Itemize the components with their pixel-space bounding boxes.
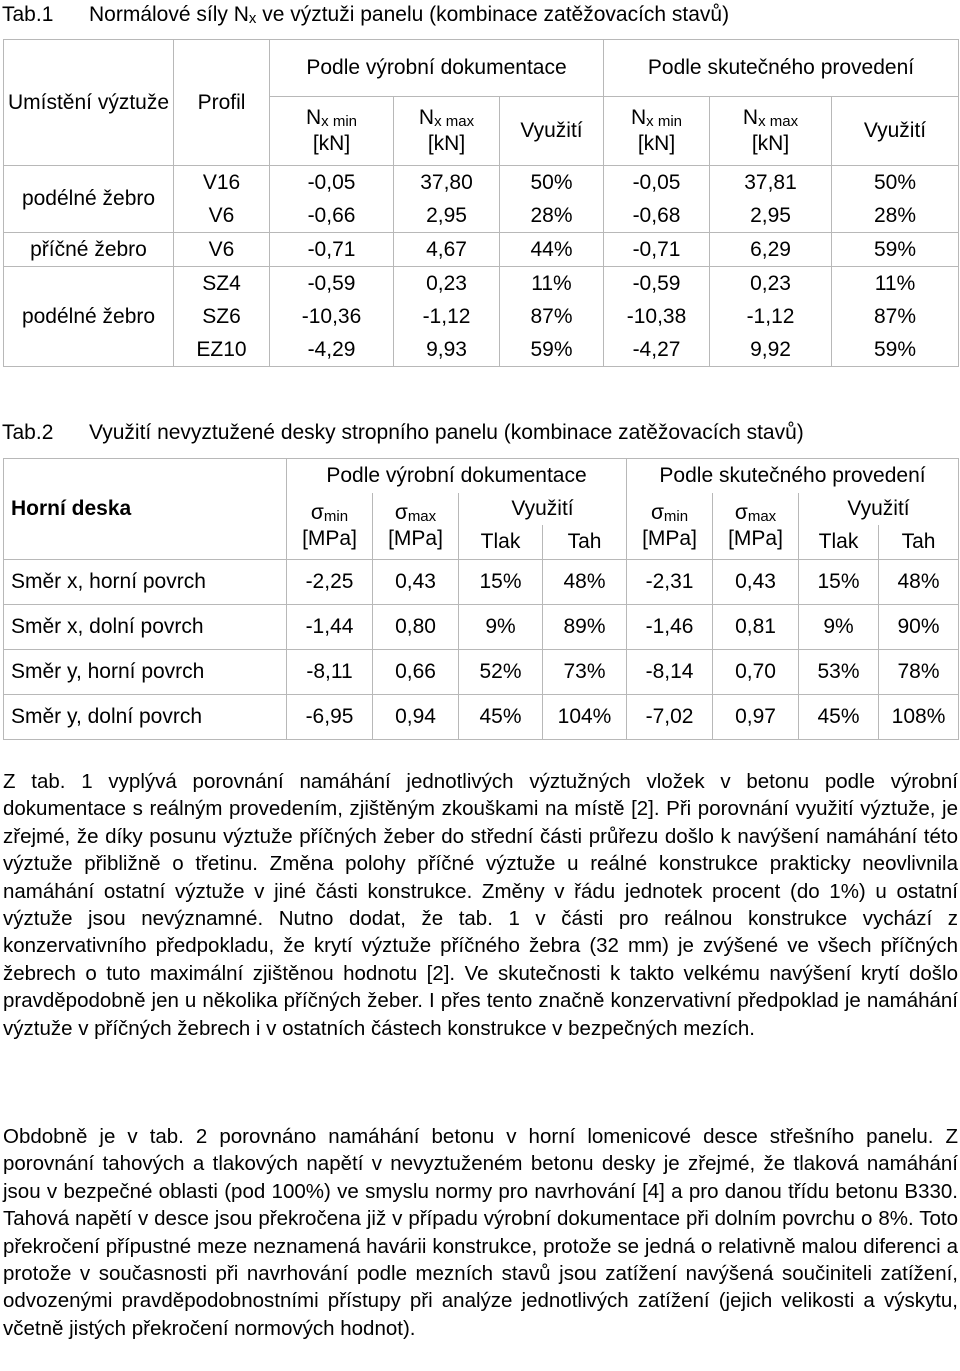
value-cell: 28% — [832, 199, 959, 233]
value-cell: -4,29 — [270, 333, 394, 367]
profile-cell: SZ6 — [174, 300, 270, 333]
value-cell: 2,95 — [394, 199, 500, 233]
tab2-header-tension-2: Tah — [879, 525, 959, 560]
value-cell: 48% — [543, 560, 627, 605]
tab1-header-nmax-1: $N_{x max}$ [kN] — [394, 97, 500, 166]
tab2-header-sigma-min-2: $\sigma_{min}$ [MPa] — [627, 493, 713, 560]
table-row — [4, 166, 959, 200]
value-cell: 59% — [832, 233, 959, 267]
tab2-header-util-2: Využití — [799, 493, 959, 525]
profile-cell: V6 — [174, 233, 270, 267]
tab2-header-sigma-min-1: $\sigma_{min}$ [MPa] — [287, 493, 373, 560]
value-cell: -2,31 — [627, 560, 713, 605]
value-cell: 50% — [832, 166, 959, 200]
paragraph: Z tab. 1 vyplývá porovnání namáhání jednotlivých výztužných vložek v betonu podle výrobní dokumentace s reálným provedením, zjištěným zkouškami na místě [2]. Při porovnání využití výztuže, je zřejmé, že díky posunu výztuže příčných žeber do střední části průřezu došlo k navýšení namáhání této výztuže přibližně o třetinu. Změna polohy příčné výztuže u reálné konstrukce prakticky neovlivnila namáhání ostatní výztuže v jiné části konstrukce. Změny v řádu jednotek procent (do 1%) u ostatní výztuže jsou nevýznamné. Nutno dodat, že tab. 1 v části pro reálnou konstrukce vychází z konzervativního předpokladu, že krytí výztuže příčného žebra (32 mm) je zvýšené ve všech příčných žebrech o tuto maximální zjištěnou hodnotu [2]. Ve skutečnosti k takto velkému navýšení krytí došlo pravděpodobně jen u několika příčných žeber. I přes tento značně konzervativní předpoklad je namáhání výztuže v příčných žebrech i v ostatních částech konstrukce v bezpečných mezích. — [3, 770, 958, 1040]
value-cell: 52% — [459, 650, 543, 695]
value-cell: 9% — [799, 605, 879, 650]
tab1-header-placement: Umístění výztuže — [4, 40, 174, 166]
tab1-header-util-1: Využití — [500, 97, 604, 166]
tab1-header-nmax-2: $N_{x max}$ [kN] — [710, 97, 832, 166]
value-cell: 15% — [799, 560, 879, 605]
row-label: příčné žebro — [4, 233, 174, 267]
value-cell: -1,46 — [627, 605, 713, 650]
value-cell: 11% — [500, 267, 604, 301]
table-row — [4, 605, 959, 650]
tab2-header-tension-1: Tah — [543, 525, 627, 560]
tab2-header-sigma-max-1: $\sigma_{max}$ [MPa] — [373, 493, 459, 560]
table-row — [4, 695, 959, 740]
value-cell: 104% — [543, 695, 627, 740]
value-cell: 45% — [799, 695, 879, 740]
value-cell: 59% — [832, 333, 959, 367]
row-label: Směr x, horní povrch — [4, 560, 287, 605]
tab2-caption — [2, 421, 804, 445]
value-cell: -8,14 — [627, 650, 713, 695]
value-cell: 0,70 — [713, 650, 799, 695]
tab1-header-group2: Podle skutečného provedení — [604, 40, 959, 97]
value-cell: 59% — [500, 333, 604, 367]
value-cell: 37,80 — [394, 166, 500, 200]
value-cell: -4,27 — [604, 333, 710, 367]
value-cell: 9,92 — [710, 333, 832, 367]
tab2-header-top-deck: Horní deska — [4, 459, 287, 560]
profile-cell: V16 — [174, 166, 270, 200]
value-cell: -0,59 — [270, 267, 394, 301]
value-cell: 0,66 — [373, 650, 459, 695]
row-label: Směr y, dolní povrch — [4, 695, 287, 740]
value-cell: 87% — [832, 300, 959, 333]
table-row — [4, 267, 959, 301]
value-cell: 50% — [500, 166, 604, 200]
value-cell: 53% — [799, 650, 879, 695]
tab1-header-nmin-2: $N_{x min}$ [kN] — [604, 97, 710, 166]
value-cell: 9% — [459, 605, 543, 650]
value-cell: 90% — [879, 605, 959, 650]
tab1-caption — [2, 3, 730, 27]
table-row — [4, 650, 959, 695]
value-cell: 0,80 — [373, 605, 459, 650]
value-cell: -0,71 — [604, 233, 710, 267]
value-cell: 45% — [459, 695, 543, 740]
value-cell: 44% — [500, 233, 604, 267]
row-label: podélné žebro — [4, 166, 174, 233]
tab2-header-sigma-max-2: $\sigma_{max}$ [MPa] — [713, 493, 799, 560]
value-cell: -1,44 — [287, 605, 373, 650]
tab1-title: Normálové síly $N_x$ ve výztuži panelu (kombinace zatěžovacích stavů) — [89, 3, 730, 27]
tab2-number: Tab.2 — [2, 421, 54, 444]
tab1-header-nmin-1: $N_{x min}$ [kN] — [270, 97, 394, 166]
value-cell: 4,67 — [394, 233, 500, 267]
tab2-header-group1: Podle výrobní dokumentace — [287, 459, 627, 494]
value-cell: 11% — [832, 267, 959, 301]
value-cell: 6,29 — [710, 233, 832, 267]
value-cell: 2,95 — [710, 199, 832, 233]
value-cell: -0,59 — [604, 267, 710, 301]
value-cell: -0,05 — [604, 166, 710, 200]
profile-cell: V6 — [174, 199, 270, 233]
table-row — [4, 560, 959, 605]
value-cell: -1,12 — [710, 300, 832, 333]
row-label: Směr x, dolní povrch — [4, 605, 287, 650]
tab2-header-util-1: Využití — [459, 493, 627, 525]
value-cell: 28% — [500, 199, 604, 233]
tab2-table — [3, 458, 959, 740]
value-cell: 73% — [543, 650, 627, 695]
value-cell: 89% — [543, 605, 627, 650]
value-cell: 15% — [459, 560, 543, 605]
value-cell: -1,12 — [394, 300, 500, 333]
value-cell: -0,71 — [270, 233, 394, 267]
table-row — [4, 233, 959, 267]
value-cell: -6,95 — [287, 695, 373, 740]
profile-cell: SZ4 — [174, 267, 270, 301]
value-cell: 9,93 — [394, 333, 500, 367]
value-cell: -7,02 — [627, 695, 713, 740]
value-cell: 108% — [879, 695, 959, 740]
tab2-title: Využití nevyztužené desky stropního panelu (kombinace zatěžovacích stavů) — [89, 421, 804, 444]
tab1-header-profile: Profil — [174, 40, 270, 166]
profile-cell: EZ10 — [174, 333, 270, 367]
value-cell: 0,94 — [373, 695, 459, 740]
tab2-header-compression-1: Tlak — [459, 525, 543, 560]
tab1-header-group1: Podle výrobní dokumentace — [270, 40, 604, 97]
tab1-table — [3, 39, 959, 367]
value-cell: -2,25 — [287, 560, 373, 605]
value-cell: -8,11 — [287, 650, 373, 695]
tab1-header-util-2: Využití — [832, 97, 959, 166]
value-cell: 0,97 — [713, 695, 799, 740]
value-cell: 0,43 — [373, 560, 459, 605]
value-cell: 87% — [500, 300, 604, 333]
value-cell: 0,23 — [394, 267, 500, 301]
value-cell: 0,43 — [713, 560, 799, 605]
paragraph: Obdobně je v tab. 2 porovnáno namáhání betonu v horní lomenicové desce střešního panelu. Z porovnání tahových a tlakových napětí v nevyztuženém betonu desky je zřejmé, že tlaková namáhání jsou v bezpečné oblasti (pod 100%) ve smyslu normy pro navrhování [4] a pro danou třídu betonu B330. Tahová napětí v desce jsou překročena již v případu výrobní dokumentace při dolním povrchu o 8%. Toto překročení přípustné meze neznamená havárii konstrukce, protože se jedná o relativně malou diferenci a protože v současnosti při navrhování podle mezních stavů jsou zatížení navýšená součiniteli zatížení, odvozenými pravděpodobnostními přístupy při analýze jednotlivých zatížení (jejich velikosti a výskytu, včetně jistých překročení normových hodnot). — [3, 1125, 958, 1340]
tab2-header-group2: Podle skutečného provedení — [627, 459, 959, 494]
value-cell: -0,68 — [604, 199, 710, 233]
value-cell: 48% — [879, 560, 959, 605]
value-cell: 0,81 — [713, 605, 799, 650]
value-cell: -10,36 — [270, 300, 394, 333]
tab1-number: Tab.1 — [2, 3, 54, 26]
value-cell: -10,38 — [604, 300, 710, 333]
value-cell: -0,66 — [270, 199, 394, 233]
value-cell: -0,05 — [270, 166, 394, 200]
row-label: Směr y, horní povrch — [4, 650, 287, 695]
tab2-header-compression-2: Tlak — [799, 525, 879, 560]
value-cell: 0,23 — [710, 267, 832, 301]
row-label: podélné žebro — [4, 267, 174, 367]
value-cell: 37,81 — [710, 166, 832, 200]
value-cell: 78% — [879, 650, 959, 695]
